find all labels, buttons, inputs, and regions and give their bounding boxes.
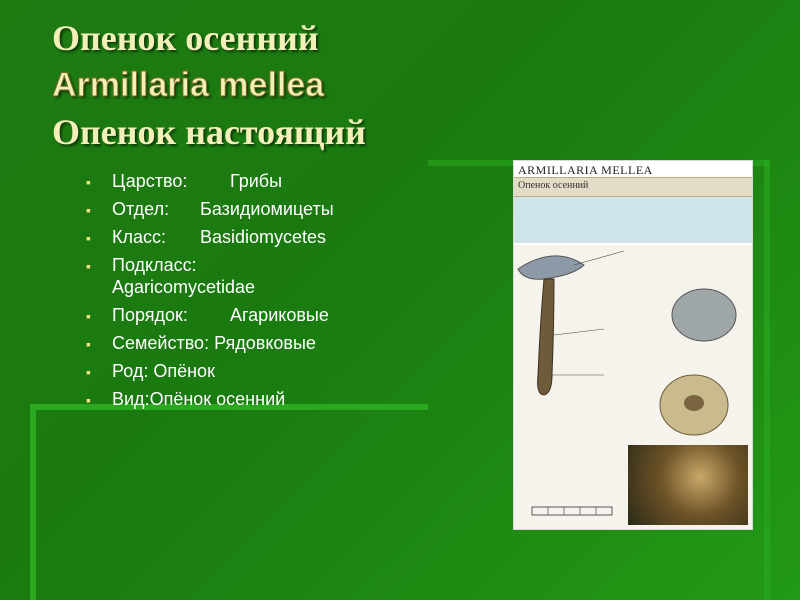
title-line-3: Опенок настоящий [52,112,366,152]
bullet-icon: ▪ [86,230,91,246]
list-item: ▪ Царство: Грибы [86,171,283,191]
bullet-icon: ▪ [86,364,91,380]
bullet-icon: ▪ [86,308,91,324]
bullet-icon: ▪ [86,174,91,190]
taxonomy-list [86,170,406,416]
decor-line-left [30,404,36,600]
card-title: ARMILLARIA MELLEA [518,163,653,177]
title-line-1: Опенок осенний [52,18,319,58]
list-item: ▪ Отдел: Базидиомицеты [86,199,334,219]
card-subtitle: Опенок осенний [518,180,589,191]
bullet-icon: ▪ [86,258,91,274]
bullet-icon: ▪ [86,392,91,408]
card-header [514,177,752,197]
list-item: ▪ Порядок: Агариковые [86,305,329,325]
list-item: ▪ Род: Опёнок [86,361,215,381]
list-item: ▪ Семейство: Рядовковые [86,333,316,353]
list-item: ▪ Подкласс: Agaricomycetidae [86,255,256,297]
mushroom-photo-image [628,445,748,525]
bullet-icon: ▪ [86,202,91,218]
card-info-panel [514,197,752,243]
bullet-icon: ▪ [86,336,91,352]
slide-title [52,14,366,156]
mushroom-info-card-image [513,160,753,530]
decor-line-right [764,160,770,600]
list-item: ▪ Вид:Опёнок осенний [86,389,286,409]
title-line-2: Armillaria mellea [52,66,325,104]
list-item: ▪ Класс: Basidiomycetes [86,227,327,247]
